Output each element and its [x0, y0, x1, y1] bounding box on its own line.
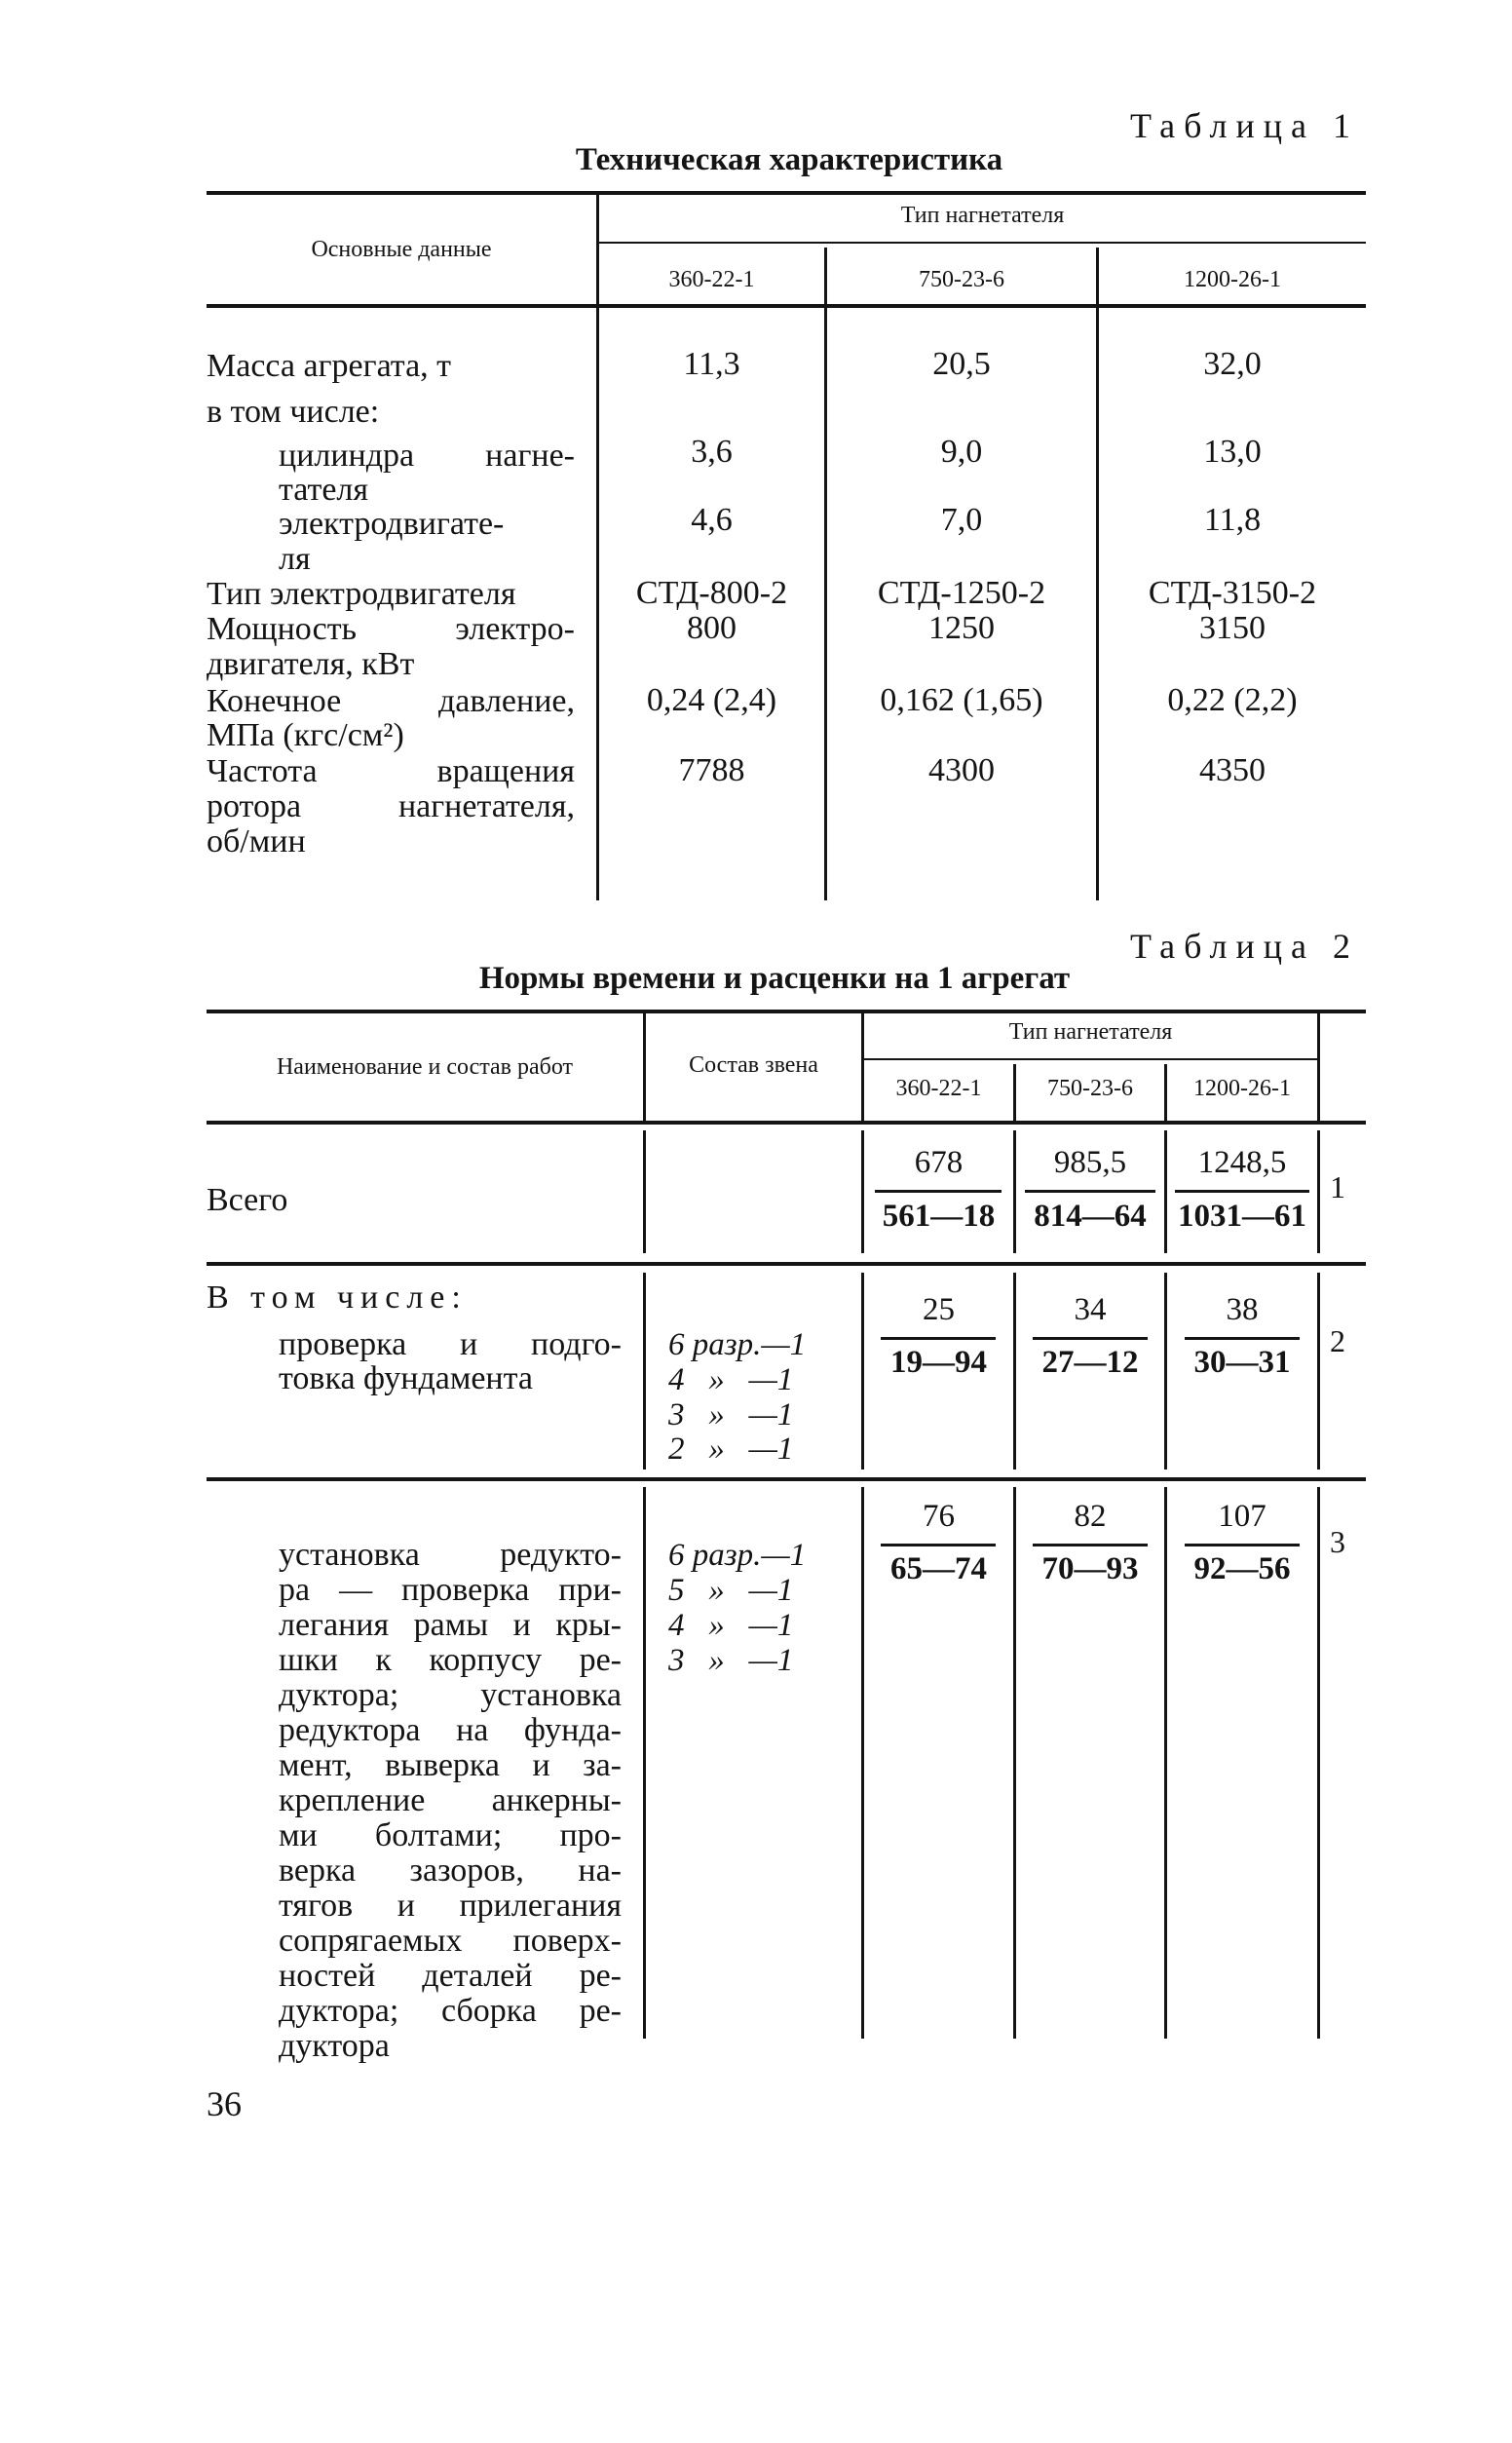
table1-cell: 0,162 (1,65) — [880, 682, 1043, 718]
table1-row-label-speed-3: об/мин — [207, 823, 306, 859]
table2-crew-line: 6 разр.—1 — [668, 1538, 807, 1573]
table2-row-label-line: редуктора на фунда- — [279, 1712, 622, 1748]
table2-header-type-1: 360-22-1 — [895, 1076, 982, 1101]
page-number: 36 — [207, 2084, 242, 2123]
table2-norm-time: 38 — [1226, 1292, 1259, 1327]
table2-header-bottom-rule — [207, 1121, 1366, 1125]
table1-row-label-power-1: Мощность электро- — [207, 611, 575, 647]
table2-crew-line: 3 » —1 — [668, 1397, 794, 1432]
fraction-bar — [875, 1190, 1002, 1193]
table1-cell: 1250 — [928, 610, 995, 646]
table1-cell: 11,8 — [1203, 502, 1262, 538]
table1-cell: 800 — [687, 610, 737, 646]
table2-norm-price: 1031—61 — [1178, 1199, 1306, 1234]
table1-header-type-3: 1200-26-1 — [1184, 267, 1281, 292]
table1-col-divider-1 — [596, 195, 599, 900]
table1-cell: 11,3 — [683, 346, 740, 382]
table2-row-label-line: дуктора — [279, 2028, 390, 2064]
table2-divider — [643, 1273, 646, 1470]
table2-divider — [1317, 1273, 1320, 1470]
table2-crew-line: 6 разр.—1 — [668, 1327, 807, 1362]
table2-norm-price: 27—12 — [1041, 1345, 1139, 1380]
table2-row-label-line: ми болтами; про- — [279, 1817, 622, 1853]
table2-row-label-line: дуктора; установка — [279, 1677, 622, 1713]
table2-norm-price: 19—94 — [890, 1345, 987, 1380]
table2-divider — [1317, 1130, 1320, 1253]
table2-row-number: 2 — [1330, 1323, 1345, 1358]
table2-crew-line: 2 » —1 — [668, 1431, 794, 1467]
table2-norm-time: 76 — [923, 1499, 955, 1534]
table1-cell: 4300 — [928, 752, 995, 788]
table2-norm-price: 814—64 — [1034, 1199, 1147, 1234]
fraction-bar — [1185, 1337, 1300, 1340]
table1-cell: 3150 — [1199, 610, 1266, 646]
table2-header-type-3: 1200-26-1 — [1193, 1076, 1291, 1101]
table1-header-type-1: 360-22-1 — [668, 267, 755, 292]
table2-norm-price: 70—93 — [1041, 1551, 1139, 1586]
table2-row-label-line: шки к корпусу ре- — [279, 1642, 622, 1678]
fraction-bar — [1033, 1544, 1148, 1546]
table2-row-label-line: крепление анкерны- — [279, 1782, 622, 1818]
table1-cell: 7,0 — [940, 502, 983, 538]
table2-row-label-line: товка фундамента — [279, 1360, 533, 1396]
table2-row-label-line: дуктора; сборка ре- — [279, 1993, 622, 2029]
table1-caption: Таблица 1 — [1130, 106, 1359, 145]
table1-cell: СТД-1250-2 — [877, 575, 1046, 611]
fraction-bar — [1033, 1337, 1148, 1340]
table1-row-label-including: в том числе: — [207, 394, 380, 430]
table2-row-label-line: ра — проверка при- — [279, 1572, 622, 1608]
table2-norm-time: 34 — [1074, 1292, 1107, 1327]
table2-row-label-total: Всего — [207, 1182, 288, 1218]
table2-header-group: Тип нагнетателя — [1008, 1019, 1173, 1045]
table1-header-main: Основные данные — [311, 237, 492, 262]
table2-norm-time: 107 — [1218, 1499, 1266, 1534]
table1-header-bottom-rule — [207, 304, 1366, 308]
table2-header-work: Наименование и состав работ — [276, 1054, 574, 1080]
table1-row-label-cylinder-1: цилиндра нагне- — [279, 438, 575, 474]
table2-row-label-line: тягов и прилегания — [279, 1888, 622, 1924]
table2-crew-line: 4 » —1 — [668, 1608, 794, 1643]
table2-section-label: В том числе: — [207, 1279, 468, 1316]
table1-top-rule — [207, 191, 1366, 195]
table2-row-label-line: легания рамы и кры- — [279, 1607, 622, 1643]
table2-row-rule-2 — [207, 1477, 1366, 1481]
table2-divider — [643, 1487, 646, 2039]
table1-row-label-motor-1: электродвигате- — [279, 506, 505, 542]
table1-cell: СТД-3150-2 — [1148, 575, 1317, 611]
table2-row-label-line: верка зазоров, на- — [279, 1852, 622, 1889]
table1-cell: СТД-800-2 — [635, 575, 788, 611]
table2-header-type-2: 750-23-6 — [1047, 1076, 1133, 1101]
table2-row-label-line: ностей деталей ре- — [279, 1958, 622, 1994]
table1-cell: 3,6 — [691, 434, 733, 470]
table2-row-label-line: мент, выверка и за- — [279, 1747, 622, 1783]
table2-norm-time: 25 — [923, 1292, 955, 1327]
table1-cell: 32,0 — [1203, 346, 1262, 382]
table2-norm-price: 92—56 — [1193, 1551, 1291, 1586]
table1-cell: 4350 — [1199, 752, 1266, 788]
table1-row-label-power-2: двигателя, кВт — [207, 646, 415, 682]
fraction-bar — [881, 1544, 996, 1546]
table2-crew-line: 4 » —1 — [668, 1362, 794, 1397]
table1-cell: 4,6 — [691, 502, 733, 538]
table2-header-crew: Состав звена — [689, 1052, 818, 1078]
table1-title: Техническая характеристика — [575, 142, 1003, 177]
table1-cell: 0,22 (2,2) — [1167, 682, 1298, 718]
table2-row-number: 3 — [1330, 1524, 1345, 1559]
fraction-bar — [881, 1337, 996, 1340]
fraction-bar — [1175, 1190, 1309, 1193]
fraction-bar — [1025, 1190, 1155, 1193]
table1-cell: 13,0 — [1203, 434, 1262, 470]
table1-row-label-pressure-2: МПа (кгс/см²) — [207, 717, 404, 753]
table1-cell: 0,24 (2,4) — [646, 682, 777, 718]
table2-hdr-divider-5 — [1317, 1013, 1320, 1121]
table1-row-label-cylinder-2: тателя — [279, 472, 369, 508]
table2-norm-time: 82 — [1074, 1499, 1107, 1534]
table2-row-number: 1 — [1330, 1169, 1345, 1204]
table2-row-label-line: установка редукто- — [279, 1537, 622, 1573]
table2-norm-time: 985,5 — [1053, 1145, 1127, 1180]
table1-group-rule — [598, 242, 1366, 244]
table2-norm-price: 65—74 — [890, 1551, 987, 1586]
table2-crew-line: 3 » —1 — [668, 1643, 794, 1678]
table1-header-type-2: 750-23-6 — [919, 267, 1004, 292]
table2-caption: Таблица 2 — [1130, 927, 1359, 966]
table1-cell: 20,5 — [932, 346, 991, 382]
table1-row-label-pressure-1: Конечное давление, — [207, 683, 575, 719]
table1-header-group: Тип нагнетателя — [900, 203, 1065, 228]
table1-row-label-motor-2: ля — [279, 541, 311, 577]
fraction-bar — [1185, 1544, 1300, 1546]
table2-title: Нормы времени и расценки на 1 агрегат — [478, 961, 1071, 996]
table1-row-label-speed-2: ротора нагнетателя, — [207, 788, 575, 824]
table2-crew-line: 5 » —1 — [668, 1573, 794, 1608]
table2-divider — [1317, 1487, 1320, 2039]
table1-row-label-mass: Масса агрегата, т — [207, 348, 452, 384]
table2-norm-price: 561—18 — [882, 1199, 996, 1234]
table2-top-rule — [207, 1010, 1366, 1013]
table1-row-label-motor-type: Тип электродвигателя — [207, 576, 516, 612]
table2-row-label-line: проверка и подго- — [279, 1326, 622, 1362]
table1-cell: 7788 — [678, 752, 745, 788]
table2-group-rule — [863, 1058, 1319, 1060]
table2-row-rule-1 — [207, 1262, 1366, 1266]
table2-row-label-line: сопрягаемых поверх- — [279, 1923, 622, 1959]
table1-row-label-speed-1: Частота вращения — [207, 753, 575, 789]
table1-cell: 9,0 — [940, 434, 983, 470]
table2-divider — [643, 1130, 646, 1253]
table2-norm-time: 678 — [914, 1145, 964, 1180]
table2-norm-time: 1248,5 — [1197, 1145, 1287, 1180]
table2-norm-price: 30—31 — [1193, 1345, 1291, 1380]
